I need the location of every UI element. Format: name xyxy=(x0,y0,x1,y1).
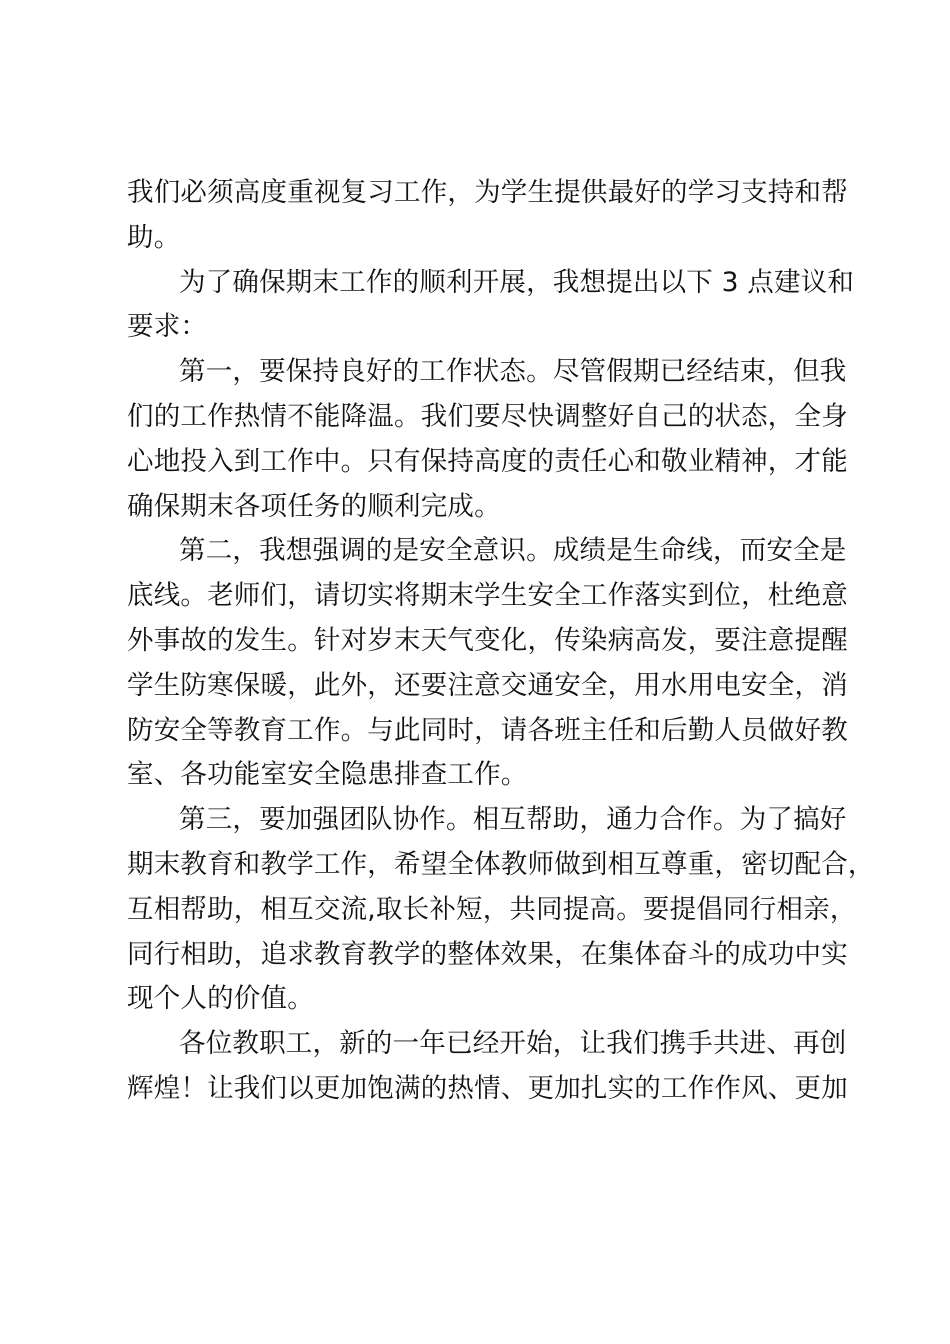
text-line: 们的工作热情不能降温。我们要尽快调整好自己的状态，全身 xyxy=(127,400,848,432)
text-line: 同行相助，追求教育教学的整体效果，在集体奋斗的成功中实 xyxy=(127,938,848,970)
text-line: 学生防寒保暖，此外，还要注意交通安全，用水用电安全，消 xyxy=(127,669,848,701)
text-line: 确保期末各项任务的顺利完成。 xyxy=(127,490,501,522)
text-line: 外事故的发生。针对岁末天气变化，传染病高发，要注意提醒 xyxy=(127,624,848,656)
text-line: 互相帮助，相互交流,取长补短，共同提高。要提倡同行相亲， xyxy=(127,893,857,925)
paragraph-first-line: 为了确保期末工作的顺利开展，我想提出以下 3 点建议和 xyxy=(179,266,855,298)
text-line: 室、各功能室安全隐患排查工作。 xyxy=(127,759,528,791)
text-line: 辉煌！让我们以更加饱满的热情、更加扎实的工作作风、更加 xyxy=(127,1072,848,1104)
paragraph-first-line: 第二，我想强调的是安全意识。成绩是生命线，而安全是 xyxy=(179,535,847,567)
text-line: 防安全等教育工作。与此同时，请各班主任和后勤人员做好教 xyxy=(127,714,848,746)
text-line: 要求： xyxy=(127,311,208,343)
text-line: 我们必须高度重视复习工作，为学生提供最好的学习支持和帮 xyxy=(127,177,848,208)
paragraph-first-line: 第三，要加强团队协作。相互帮助，通力合作。为了搞好 xyxy=(179,804,847,836)
paragraph-first-line: 各位教职工，新的一年已经开始，让我们携手共进、再创 xyxy=(179,1028,847,1060)
text-line: 期末教育和教学工作，希望全体教师做到相互尊重，密切配合， xyxy=(127,848,875,880)
body-text xyxy=(127,171,875,1112)
text-line: 底线。老师们，请切实将期末学生安全工作落实到位，杜绝意 xyxy=(127,580,848,612)
text-line: 助。 xyxy=(127,221,181,253)
paragraph-first-line: 第一，要保持良好的工作状态。尽管假期已经结束，但我 xyxy=(179,356,847,388)
text-line: 现个人的价值。 xyxy=(127,983,314,1015)
text-line: 心地投入到工作中。只有保持高度的责任心和敬业精神，才能 xyxy=(127,445,848,477)
